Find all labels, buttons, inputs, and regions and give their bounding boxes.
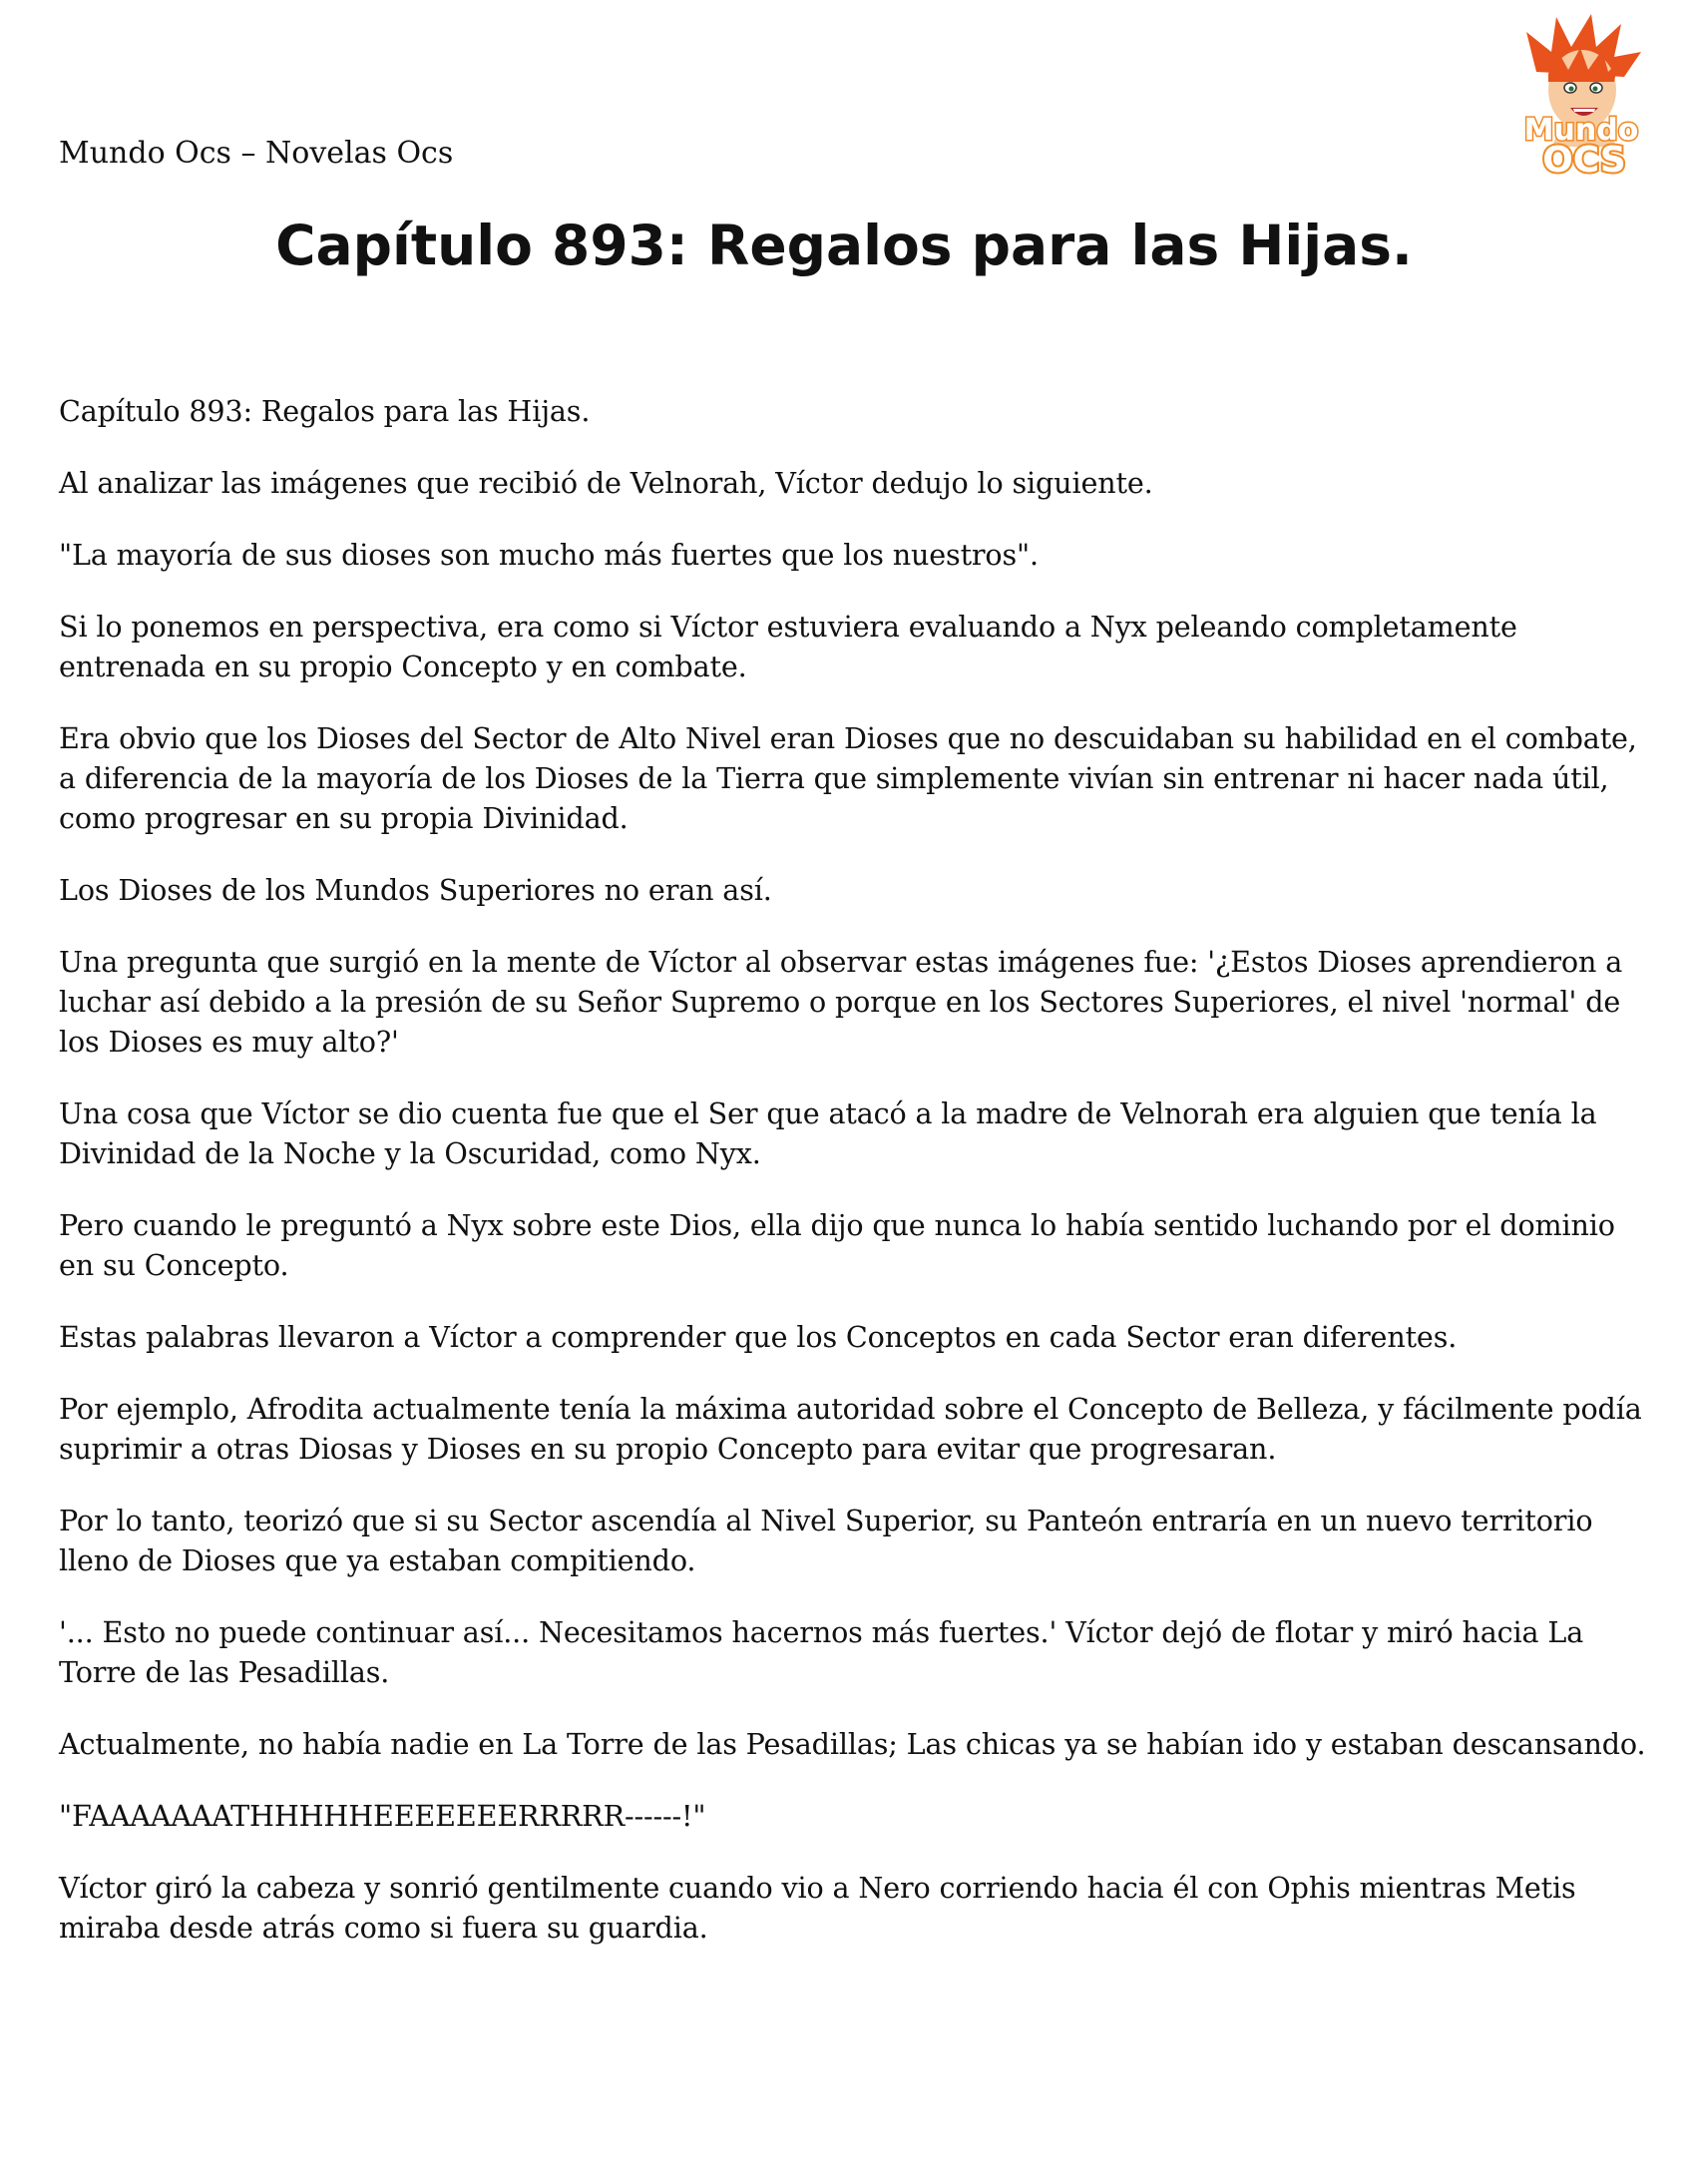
paragraph: Una cosa que Víctor se dio cuenta fue que el Ser que atacó a la madre de Velnorah era alguien que tenía la Divinidad de la Noche y la Oscuridad, como Nyx. xyxy=(59,1096,1597,1170)
svg-text:OCS: OCS xyxy=(1542,140,1626,181)
svg-text:Mundo: Mundo xyxy=(1523,113,1639,148)
paragraph: "La mayoría de sus dioses son mucho más fuertes que los nuestros". xyxy=(59,538,1039,572)
chapter-body xyxy=(59,391,1655,1979)
paragraph: Pero cuando le preguntó a Nyx sobre este Dios, ella dijo que nunca lo había sentido luchando por el dominio en su Concepto. xyxy=(59,1208,1615,1282)
paragraph: '... Esto no puede continuar así... Necesitamos hacernos más fuertes.' Víctor dejó de flotar y miró hacia La Torre de las Pesadillas. xyxy=(59,1615,1584,1689)
paragraph: Si lo ponemos en perspectiva, era como si Víctor estuviera evaluando a Nyx peleando completamente entrenada en su propio Concepto y en combate. xyxy=(59,610,1517,683)
paragraph: Era obvio que los Dioses del Sector de Alto Nivel eran Dioses que no descuidaban su habilidad en el combate, a diferencia de la mayoría de los Dioses de la Tierra que simplemente vivían sin entrenar ni hacer nada útil, como progresar en su propia Divinidad. xyxy=(59,721,1637,835)
mundo-ocs-logo xyxy=(1496,12,1666,182)
paragraph: Capítulo 893: Regalos para las Hijas. xyxy=(59,394,591,428)
paragraph: Por ejemplo, Afrodita actualmente tenía la máxima autoridad sobre el Concepto de Belleza, y fácilmente podía suprimir a otras Diosas y Dioses en su propio Concepto para evitar que progresaran. xyxy=(59,1392,1642,1466)
paragraph: Víctor giró la cabeza y sonrió gentilmente cuando vio a Nero corriendo hacia él con Ophis mientras Metis miraba desde atrás como si fuera su guardia. xyxy=(59,1871,1576,1945)
paragraph: Por lo tanto, teorizó que si su Sector ascendía al Nivel Superior, su Panteón entraría en un nuevo territorio lleno de Dioses que ya estaban compitiendo. xyxy=(59,1504,1593,1577)
paragraph: "FAAAAAAATHHHHHEEEEEEERRRRR------!" xyxy=(59,1799,706,1833)
paragraph: Actualmente, no había nadie en La Torre de las Pesadillas; Las chicas ya se habían ido y estaban descansando. xyxy=(59,1727,1646,1761)
site-header: Mundo Ocs – Novelas Ocs xyxy=(59,136,454,171)
paragraph: Los Dioses de los Mundos Superiores no eran así. xyxy=(59,873,772,907)
paragraph: Estas palabras llevaron a Víctor a comprender que los Conceptos en cada Sector eran diferentes. xyxy=(59,1320,1458,1354)
chapter-title: Capítulo 893: Regalos para las Hijas. xyxy=(275,214,1413,277)
paragraph: Al analizar las imágenes que recibió de Velnorah, Víctor dedujo lo siguiente. xyxy=(59,466,1153,500)
paragraph: Una pregunta que surgió en la mente de Víctor al observar estas imágenes fue: '¿Estos Dioses aprendieron a luchar así debido a la presión de su Señor Supremo o porque en los Sectores Superiores, el nivel 'normal' de los Dioses es muy alto?' xyxy=(59,945,1623,1059)
